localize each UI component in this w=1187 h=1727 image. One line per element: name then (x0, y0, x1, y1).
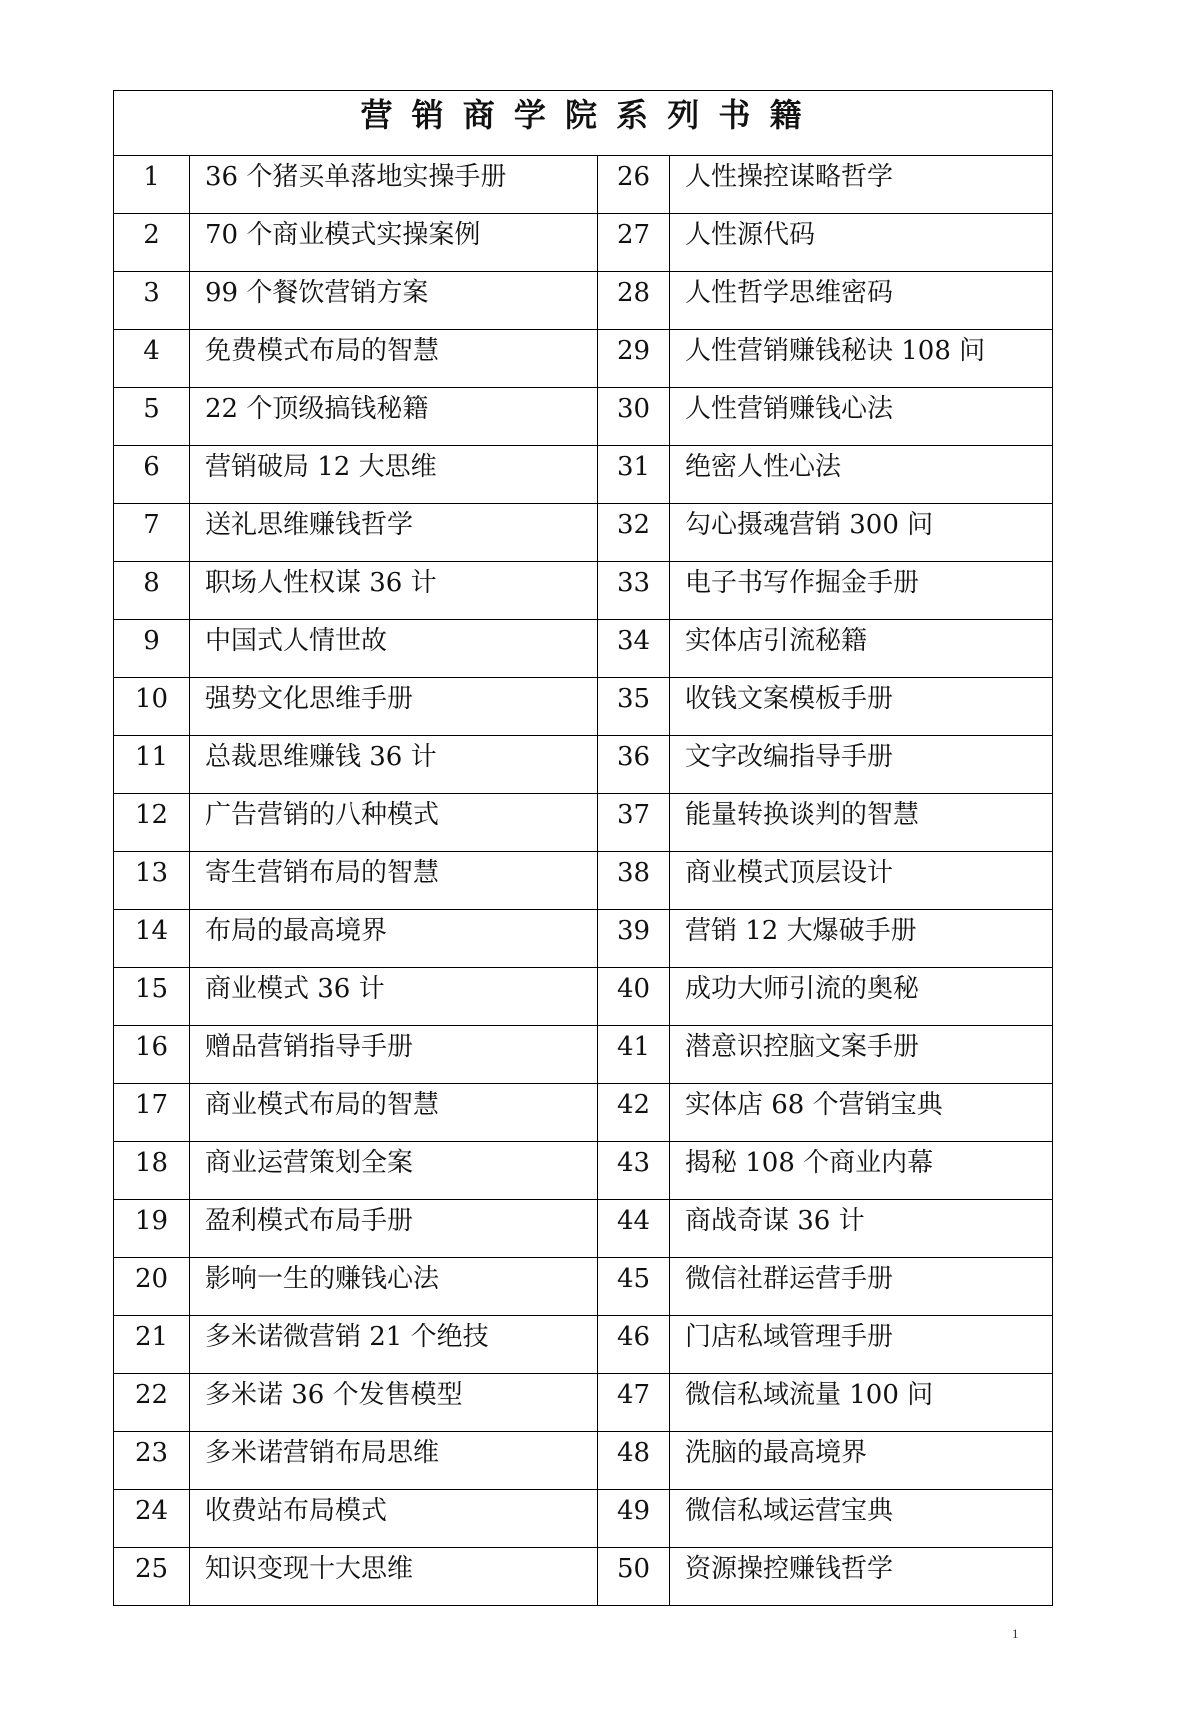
book-number: 33 (598, 562, 670, 620)
book-number: 41 (598, 1026, 670, 1084)
book-title: 收费站布局模式 (190, 1490, 598, 1548)
book-title: 营销破局 12 大思维 (190, 446, 598, 504)
table-row (114, 562, 1053, 620)
book-title: 实体店引流秘籍 (670, 620, 1053, 678)
book-number: 18 (114, 1142, 190, 1200)
table-row (114, 1258, 1053, 1316)
book-title: 商战奇谋 36 计 (670, 1200, 1053, 1258)
table-row (114, 272, 1053, 330)
book-title: 赠品营销指导手册 (190, 1026, 598, 1084)
book-number: 36 (598, 736, 670, 794)
book-title: 营销 12 大爆破手册 (670, 910, 1053, 968)
book-number: 47 (598, 1374, 670, 1432)
book-title: 22 个顶级搞钱秘籍 (190, 388, 598, 446)
table-row (114, 1316, 1053, 1374)
book-title: 勾心摄魂营销 300 问 (670, 504, 1053, 562)
book-number: 4 (114, 330, 190, 388)
book-number: 27 (598, 214, 670, 272)
book-number: 34 (598, 620, 670, 678)
table-row (114, 736, 1053, 794)
table-row (114, 1142, 1053, 1200)
table-row (114, 910, 1053, 968)
book-title: 实体店 68 个营销宝典 (670, 1084, 1053, 1142)
book-title: 微信社群运营手册 (670, 1258, 1053, 1316)
book-number: 13 (114, 852, 190, 910)
book-title: 商业模式 36 计 (190, 968, 598, 1026)
book-number: 9 (114, 620, 190, 678)
book-number: 26 (598, 156, 670, 214)
book-number: 30 (598, 388, 670, 446)
table-row (114, 388, 1053, 446)
book-number: 19 (114, 1200, 190, 1258)
book-title: 70 个商业模式实操案例 (190, 214, 598, 272)
table-row (114, 1432, 1053, 1490)
book-number: 46 (598, 1316, 670, 1374)
book-number: 38 (598, 852, 670, 910)
book-title: 文字改编指导手册 (670, 736, 1053, 794)
book-title: 盈利模式布局手册 (190, 1200, 598, 1258)
book-number: 35 (598, 678, 670, 736)
book-number: 10 (114, 678, 190, 736)
book-title: 商业模式布局的智慧 (190, 1084, 598, 1142)
table-row (114, 678, 1053, 736)
book-number: 28 (598, 272, 670, 330)
book-title: 送礼思维赚钱哲学 (190, 504, 598, 562)
table-row (114, 852, 1053, 910)
book-number: 12 (114, 794, 190, 852)
book-number: 16 (114, 1026, 190, 1084)
book-title: 电子书写作掘金手册 (670, 562, 1053, 620)
book-title: 潜意识控脑文案手册 (670, 1026, 1053, 1084)
book-number: 5 (114, 388, 190, 446)
book-title: 多米诺 36 个发售模型 (190, 1374, 598, 1432)
book-title: 多米诺营销布局思维 (190, 1432, 598, 1490)
book-number: 43 (598, 1142, 670, 1200)
book-title: 门店私域管理手册 (670, 1316, 1053, 1374)
book-number: 31 (598, 446, 670, 504)
book-title: 商业模式顶层设计 (670, 852, 1053, 910)
book-title: 微信私域运营宝典 (670, 1490, 1053, 1548)
book-title: 人性营销赚钱心法 (670, 388, 1053, 446)
book-number: 7 (114, 504, 190, 562)
book-title: 成功大师引流的奥秘 (670, 968, 1053, 1026)
table-row (114, 968, 1053, 1026)
book-number: 1 (114, 156, 190, 214)
book-number: 2 (114, 214, 190, 272)
table-row (114, 446, 1053, 504)
book-number: 37 (598, 794, 670, 852)
book-number: 21 (114, 1316, 190, 1374)
table-row (114, 794, 1053, 852)
table-row (114, 1084, 1053, 1142)
book-title: 强势文化思维手册 (190, 678, 598, 736)
book-number: 6 (114, 446, 190, 504)
table-row (114, 1490, 1053, 1548)
table-row (114, 1374, 1053, 1432)
table-row (114, 504, 1053, 562)
page-title: 营 销 商 学 院 系 列 书 籍 (114, 91, 1053, 156)
book-title: 能量转换谈判的智慧 (670, 794, 1053, 852)
book-number: 48 (598, 1432, 670, 1490)
book-title: 商业运营策划全案 (190, 1142, 598, 1200)
book-number: 44 (598, 1200, 670, 1258)
book-number: 14 (114, 910, 190, 968)
book-title: 微信私域流量 100 问 (670, 1374, 1053, 1432)
book-number: 17 (114, 1084, 190, 1142)
book-number: 11 (114, 736, 190, 794)
book-number: 39 (598, 910, 670, 968)
book-title: 洗脑的最高境界 (670, 1432, 1053, 1490)
table-row (114, 214, 1053, 272)
book-number: 29 (598, 330, 670, 388)
book-number: 32 (598, 504, 670, 562)
book-number: 24 (114, 1490, 190, 1548)
table-row (114, 1548, 1053, 1606)
book-number: 50 (598, 1548, 670, 1606)
book-title: 总裁思维赚钱 36 计 (190, 736, 598, 794)
book-number: 23 (114, 1432, 190, 1490)
book-number: 42 (598, 1084, 670, 1142)
book-title: 寄生营销布局的智慧 (190, 852, 598, 910)
page-number: 1 (1012, 1626, 1019, 1641)
book-title: 影响一生的赚钱心法 (190, 1258, 598, 1316)
book-title: 收钱文案模板手册 (670, 678, 1053, 736)
book-title: 多米诺微营销 21 个绝技 (190, 1316, 598, 1374)
book-title: 揭秘 108 个商业内幕 (670, 1142, 1053, 1200)
book-title: 人性营销赚钱秘诀 108 问 (670, 330, 1053, 388)
table-row (114, 156, 1053, 214)
book-title: 人性操控谋略哲学 (670, 156, 1053, 214)
book-title: 99 个餐饮营销方案 (190, 272, 598, 330)
table-row (114, 330, 1053, 388)
book-title: 36 个猪买单落地实操手册 (190, 156, 598, 214)
table-row (114, 1200, 1053, 1258)
table-row (114, 620, 1053, 678)
book-title: 资源操控赚钱哲学 (670, 1548, 1053, 1606)
book-title: 职场人性权谋 36 计 (190, 562, 598, 620)
book-list-table (113, 90, 1053, 1606)
book-title: 中国式人情世故 (190, 620, 598, 678)
book-number: 49 (598, 1490, 670, 1548)
book-title: 知识变现十大思维 (190, 1548, 598, 1606)
table-title-row (114, 91, 1053, 156)
book-title: 免费模式布局的智慧 (190, 330, 598, 388)
book-number: 40 (598, 968, 670, 1026)
book-title: 布局的最高境界 (190, 910, 598, 968)
book-title: 人性源代码 (670, 214, 1053, 272)
book-number: 25 (114, 1548, 190, 1606)
book-number: 20 (114, 1258, 190, 1316)
table-row (114, 1026, 1053, 1084)
book-number: 3 (114, 272, 190, 330)
book-number: 22 (114, 1374, 190, 1432)
book-title: 人性哲学思维密码 (670, 272, 1053, 330)
book-title: 广告营销的八种模式 (190, 794, 598, 852)
book-number: 8 (114, 562, 190, 620)
book-title: 绝密人性心法 (670, 446, 1053, 504)
book-number: 15 (114, 968, 190, 1026)
book-number: 45 (598, 1258, 670, 1316)
